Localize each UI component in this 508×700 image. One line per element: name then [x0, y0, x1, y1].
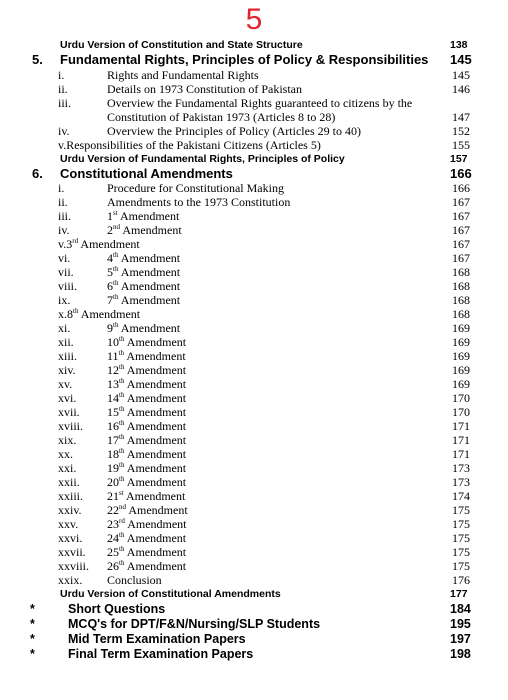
- amendment-number: 19: [107, 461, 119, 476]
- toc-item-marker: iv.: [58, 123, 70, 138]
- toc-item-marker: xi.: [58, 321, 71, 336]
- toc-bullet: *: [30, 632, 35, 647]
- ordinal-suffix: th: [119, 475, 125, 484]
- amendment-number: 15: [107, 405, 119, 420]
- toc-entry[interactable]: [0, 475, 508, 489]
- ordinal-suffix: th: [119, 433, 125, 442]
- amendment-number: 25: [107, 545, 119, 560]
- amendment-number: v.3: [58, 237, 73, 252]
- amendment-number: 17: [107, 433, 119, 448]
- toc-item-marker: ii.: [58, 81, 68, 96]
- toc-entry[interactable]: [0, 138, 508, 152]
- ordinal-suffix: th: [119, 447, 125, 456]
- amendment-word: Amendment: [126, 489, 186, 504]
- ordinal-suffix: nd: [119, 503, 126, 512]
- ordinal-suffix: th: [113, 279, 119, 288]
- ordinal-suffix: th: [113, 265, 119, 274]
- toc-item-marker: xx.: [58, 447, 73, 462]
- ordinal-suffix: th: [119, 405, 125, 414]
- toc-page-number: 170: [452, 405, 470, 420]
- toc-item-marker: xix.: [58, 433, 77, 448]
- toc-page-number: 166: [452, 181, 470, 196]
- ordinal-suffix: th: [119, 335, 125, 344]
- ordinal-suffix: th: [73, 307, 79, 316]
- toc-page-number: 169: [452, 321, 470, 336]
- toc-page-number: 168: [452, 265, 470, 280]
- toc-entry[interactable]: [0, 363, 508, 377]
- toc-entry[interactable]: [0, 335, 508, 349]
- toc-entry[interactable]: [0, 647, 508, 662]
- toc-item-marker: i.: [58, 181, 65, 196]
- toc-entry[interactable]: [0, 489, 508, 503]
- toc-item-title: Amendments to the 1973 Constitution: [107, 195, 291, 210]
- toc-item-title: [107, 447, 186, 461]
- toc-item-title: [107, 265, 180, 279]
- ordinal-suffix: rd: [119, 517, 125, 526]
- amendment-number: 1: [107, 209, 113, 224]
- ordinal-suffix: th: [119, 559, 125, 568]
- ordinal-suffix: nd: [113, 223, 120, 232]
- toc-entry[interactable]: [0, 96, 508, 124]
- ordinal-suffix: th: [113, 321, 119, 330]
- toc-item-title: [107, 419, 186, 433]
- toc-item-title: [107, 461, 186, 475]
- toc-page-number: 169: [452, 335, 470, 350]
- toc-item-title: [107, 293, 180, 307]
- toc-item-title: v.Responsibilities of the Pakistani Citizens (Articles 5): [58, 137, 321, 152]
- amendment-number: 16: [107, 419, 119, 434]
- toc-item-marker: xvi.: [58, 391, 77, 406]
- amendment-number: 13: [107, 377, 119, 392]
- toc-item-marker: xxi.: [58, 461, 77, 476]
- toc-page-number: 168: [452, 293, 470, 308]
- toc-item-title: [107, 349, 186, 363]
- toc-bullet: *: [30, 601, 35, 616]
- toc-page-number: 175: [452, 545, 470, 560]
- toc-item-title: [58, 237, 140, 251]
- toc-item-marker: xxviii.: [58, 559, 90, 574]
- toc-page-number: 167: [452, 251, 470, 266]
- toc-section-number: 5.: [32, 52, 43, 68]
- toc-entry[interactable]: [0, 195, 508, 209]
- toc-entry[interactable]: [0, 433, 508, 447]
- amendment-number: 6: [107, 279, 113, 294]
- amendment-number: 18: [107, 447, 119, 462]
- toc-extra-title: MCQ's for DPT/F&N/Nursing/SLP Students: [68, 616, 321, 631]
- toc-entry[interactable]: [0, 405, 508, 419]
- toc-item-title: [107, 209, 179, 223]
- toc-subsection-title: Urdu Version of Constitutional Amendments: [60, 588, 281, 601]
- amendment-number: 5: [107, 265, 113, 280]
- amendment-word: Amendment: [80, 307, 141, 322]
- toc-item-title: [107, 405, 186, 419]
- toc-item-marker: xxiii.: [58, 489, 84, 504]
- toc-item-title: [107, 433, 186, 447]
- toc-entry[interactable]: [0, 632, 508, 647]
- toc-page-number: 168: [452, 307, 470, 322]
- amendment-word: Amendment: [126, 349, 186, 364]
- toc-item-marker: iv.: [58, 223, 70, 238]
- toc-entry[interactable]: [0, 265, 508, 279]
- ordinal-suffix: th: [119, 377, 125, 386]
- toc-entry[interactable]: [0, 124, 508, 138]
- toc-entry[interactable]: [0, 377, 508, 391]
- amendment-number: 9: [107, 321, 113, 336]
- toc-page-number: 167: [452, 223, 470, 238]
- ordinal-suffix: rd: [72, 237, 79, 246]
- toc-page-number: 174: [452, 489, 470, 504]
- toc-page-number: 175: [452, 517, 470, 532]
- toc-entry[interactable]: [0, 251, 508, 265]
- amendment-number: 22: [107, 503, 119, 518]
- toc-page-number: 167: [452, 209, 470, 224]
- toc-item-marker: xviii.: [58, 419, 84, 434]
- toc-page-number: 167: [452, 195, 470, 210]
- toc-page-number: 175: [452, 503, 470, 518]
- toc-page-number: 171: [452, 419, 470, 434]
- toc-section-number: 6.: [32, 165, 43, 181]
- toc-entry[interactable]: [0, 602, 508, 617]
- toc-entry[interactable]: [0, 237, 508, 251]
- toc-item-title: [107, 517, 187, 531]
- amendment-word: Amendment: [127, 517, 187, 532]
- toc-item-title: Conclusion: [107, 573, 162, 588]
- toc-item-marker: iii.: [58, 95, 72, 110]
- amendment-word: Amendment: [128, 503, 188, 518]
- toc-bullet: *: [30, 647, 35, 662]
- amendment-number: 10: [107, 335, 119, 350]
- toc-page-number: 152: [452, 123, 470, 138]
- toc-item-marker: xvii.: [58, 405, 80, 420]
- toc-entry[interactable]: [0, 82, 508, 96]
- toc-item-marker: xv.: [58, 377, 73, 392]
- table-of-contents: [0, 38, 508, 663]
- amendment-word: Amendment: [120, 321, 181, 336]
- amendment-number: x.8: [58, 307, 73, 322]
- toc-entry[interactable]: [0, 531, 508, 545]
- amendment-word: Amendment: [126, 363, 187, 378]
- amendment-number: 20: [107, 475, 119, 490]
- ordinal-suffix: th: [113, 251, 119, 260]
- amendment-word: Amendment: [126, 405, 187, 420]
- amendment-word: Amendment: [126, 461, 187, 476]
- toc-bullet: *: [30, 616, 35, 631]
- toc-item-title: [107, 223, 182, 237]
- toc-entry[interactable]: [0, 279, 508, 293]
- toc-page-number: 171: [452, 433, 470, 448]
- amendment-word: Amendment: [120, 265, 181, 280]
- toc-page-number: 166: [450, 165, 472, 181]
- toc-subsection-title: Urdu Version of Constitution and State Structure: [60, 39, 303, 51]
- toc-page-number: 145: [452, 67, 470, 82]
- toc-entry[interactable]: [0, 617, 508, 632]
- toc-item-marker: xxix.: [58, 573, 83, 588]
- toc-page-number: 195: [450, 616, 471, 631]
- toc-item-title: Rights and Fundamental Rights: [107, 67, 259, 82]
- toc-entry[interactable]: [0, 559, 508, 573]
- toc-item-title: [107, 503, 188, 517]
- toc-subsection-title: Urdu Version of Fundamental Rights, Principles of Policy: [60, 152, 345, 165]
- toc-entry[interactable]: [0, 573, 508, 587]
- toc-page-number: 145: [450, 52, 472, 68]
- ordinal-suffix: th: [119, 419, 125, 428]
- amendment-number: 12: [107, 363, 119, 378]
- toc-item-marker: xiii.: [58, 349, 78, 364]
- toc-entry[interactable]: [0, 503, 508, 517]
- toc-entry[interactable]: [0, 209, 508, 223]
- toc-entry[interactable]: [0, 419, 508, 433]
- amendment-number: 14: [107, 391, 119, 406]
- toc-page-number: 175: [452, 559, 470, 574]
- toc-item-marker: xiv.: [58, 363, 76, 378]
- toc-section-title: Fundamental Rights, Principles of Policy & Responsibilities: [60, 52, 429, 68]
- toc-page-number: 155: [452, 137, 470, 152]
- toc-item-title: Procedure for Constitutional Making: [107, 181, 284, 196]
- toc-item-title: [107, 251, 180, 265]
- amendment-word: Amendment: [126, 377, 187, 392]
- toc-page-number: 146: [452, 81, 470, 96]
- toc-item-title: [107, 377, 186, 391]
- toc-page-number: 169: [452, 363, 470, 378]
- toc-page-number: 169: [452, 377, 470, 392]
- toc-item-title: [107, 531, 186, 545]
- toc-page-number: 138: [450, 39, 468, 51]
- toc-item-marker: ix.: [58, 293, 71, 308]
- toc-item-marker: vii.: [58, 265, 74, 280]
- amendment-word: Amendment: [80, 237, 140, 252]
- toc-entry[interactable]: [0, 223, 508, 237]
- amendment-number: 4: [107, 251, 113, 266]
- amendment-word: Amendment: [120, 293, 181, 308]
- toc-entry[interactable]: [0, 307, 508, 321]
- toc-page-number: 171: [452, 447, 470, 462]
- amendment-number: 7: [107, 293, 113, 308]
- toc-entry[interactable]: [0, 349, 508, 363]
- toc-section-title: Constitutional Amendments: [60, 165, 233, 181]
- toc-item-marker: iii.: [58, 209, 72, 224]
- toc-item-title: Details on 1973 Constitution of Pakistan: [107, 81, 302, 96]
- toc-entry[interactable]: [0, 166, 508, 182]
- amendment-word: Amendment: [126, 419, 187, 434]
- toc-entry[interactable]: [0, 293, 508, 307]
- toc-item-marker: xxvii.: [58, 545, 86, 560]
- toc-item-marker: xxii.: [58, 475, 80, 490]
- toc-item-title: [107, 321, 180, 335]
- toc-entry[interactable]: [0, 461, 508, 475]
- amendment-number: 2: [107, 223, 113, 238]
- toc-item-marker: xxvi.: [58, 531, 83, 546]
- amendment-word: Amendment: [120, 279, 181, 294]
- toc-extra-title: Short Questions: [68, 601, 166, 616]
- amendment-number: 11: [107, 349, 119, 364]
- amendment-number: 23: [107, 517, 119, 532]
- toc-page-number: 197: [450, 632, 471, 647]
- toc-item-title: [107, 545, 186, 559]
- ordinal-suffix: th: [119, 363, 125, 372]
- toc-entry[interactable]: [0, 68, 508, 82]
- toc-entry[interactable]: [0, 152, 508, 166]
- amendment-word: Amendment: [120, 251, 181, 266]
- toc-page-number: 173: [452, 475, 470, 490]
- toc-item-title: Overview the Principles of Policy (Articles 29 to 40): [107, 123, 361, 138]
- toc-page-number: 198: [450, 647, 471, 662]
- ordinal-suffix: th: [119, 461, 125, 470]
- amendment-word: Amendment: [122, 223, 182, 238]
- ordinal-suffix: th: [119, 391, 125, 400]
- toc-entry[interactable]: [0, 391, 508, 405]
- toc-item-marker: xii.: [58, 335, 74, 350]
- toc-entry[interactable]: [0, 321, 508, 335]
- toc-page-number: 177: [450, 588, 468, 601]
- toc-entry[interactable]: [0, 52, 508, 68]
- page-number: 5: [245, 3, 263, 36]
- toc-entry[interactable]: [0, 545, 508, 559]
- toc-entry[interactable]: [0, 181, 508, 195]
- toc-item-title: [107, 363, 186, 377]
- ordinal-suffix: th: [119, 545, 125, 554]
- amendment-word: Amendment: [126, 559, 187, 574]
- amendment-word: Amendment: [126, 531, 187, 546]
- toc-page-number: 167: [452, 237, 470, 252]
- toc-page-number: 176: [452, 573, 470, 588]
- toc-item-title: [107, 559, 186, 573]
- toc-item-title-continued: Constitution of Pakistan 1973 (Articles 8 to 28): [107, 109, 336, 124]
- toc-page-number: 170: [452, 391, 470, 406]
- toc-item-title: [107, 279, 180, 293]
- toc-page-number: 169: [452, 349, 470, 364]
- toc-page-number: 175: [452, 531, 470, 546]
- toc-item-title: [107, 335, 186, 349]
- amendment-word: Amendment: [126, 391, 187, 406]
- amendment-number: 26: [107, 559, 119, 574]
- toc-item-marker: i.: [58, 67, 65, 82]
- toc-item-title: Overview the Fundamental Rights guaranteed to citizens by the: [107, 95, 413, 110]
- amendment-word: Amendment: [126, 545, 187, 560]
- toc-page-number: 184: [450, 601, 471, 616]
- toc-item-marker: xxv.: [58, 517, 79, 532]
- toc-item-title: [107, 391, 186, 405]
- amendment-word: Amendment: [126, 433, 187, 448]
- toc-extra-title: Final Term Examination Papers: [68, 647, 254, 662]
- toc-item-title: [107, 489, 185, 503]
- ordinal-suffix: st: [119, 489, 124, 498]
- amendment-word: Amendment: [126, 335, 187, 350]
- toc-item-title: [107, 475, 186, 489]
- toc-item-marker: xxiv.: [58, 503, 82, 518]
- toc-entry[interactable]: [0, 447, 508, 461]
- ordinal-suffix: th: [113, 293, 119, 302]
- amendment-number: 24: [107, 531, 119, 546]
- toc-page-number: 168: [452, 279, 470, 294]
- amendment-word: Amendment: [120, 209, 180, 224]
- amendment-word: Amendment: [126, 447, 187, 462]
- toc-page-number: 147: [452, 109, 470, 124]
- toc-extra-title: Mid Term Examination Papers: [68, 632, 246, 647]
- toc-entry[interactable]: [0, 38, 508, 52]
- ordinal-suffix: th: [118, 349, 125, 358]
- toc-page-number: 157: [450, 152, 468, 165]
- toc-item-title: [58, 307, 140, 321]
- toc-item-marker: vi.: [58, 251, 71, 266]
- amendment-word: Amendment: [126, 475, 187, 490]
- toc-entry[interactable]: [0, 517, 508, 531]
- toc-item-marker: ii.: [58, 195, 68, 210]
- toc-entry[interactable]: [0, 587, 508, 601]
- amendment-number: 21: [107, 489, 119, 504]
- ordinal-suffix: th: [119, 531, 125, 540]
- ordinal-suffix: st: [113, 209, 118, 218]
- toc-item-marker: viii.: [58, 279, 78, 294]
- toc-page-number: 173: [452, 461, 470, 476]
